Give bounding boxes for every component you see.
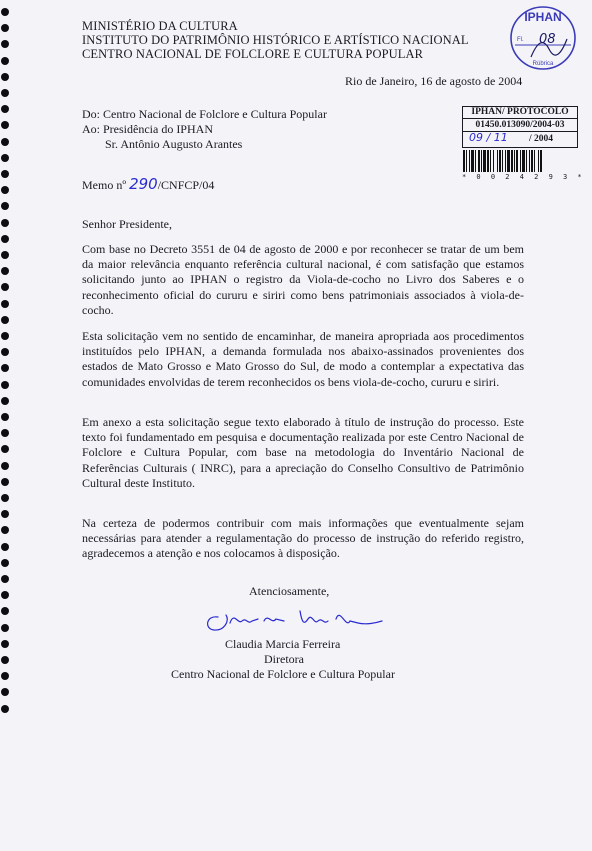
- barcode-number: * 0 0 2 4 2 9 3 *: [462, 173, 585, 181]
- barcode-bar: [471, 150, 474, 172]
- binder-hole: [1, 559, 9, 567]
- binder-hole: [1, 478, 9, 486]
- barcode-bar: [481, 150, 482, 172]
- binder-hole: [1, 672, 9, 680]
- binder-hole: [1, 688, 9, 696]
- protocol-stamp: [462, 106, 578, 148]
- addressing-block: [82, 107, 327, 152]
- body-paragraph-1: Com base no Decreto 3551 de 04 de agosto de 2000 e por reconhecer se tratar de um bem da maior relevância enquanto referência cultural nacional, é com satisfação que estamos solicitando junto ao IPHAN o registro da Viola-de-cocho no Livro dos Saberes e o reconhecimento oficial do cururu e siriri como bens patrimoniais associados à viola-de-cocho.: [82, 242, 524, 317]
- protocol-handwritten-date: 09 / 11: [469, 131, 508, 144]
- letterhead: [82, 19, 469, 61]
- binder-hole: [1, 575, 9, 583]
- binder-hole: [1, 494, 9, 502]
- stamp-fl-label: Fl.: [517, 37, 524, 43]
- binder-hole: [1, 445, 9, 453]
- binder-hole: [1, 300, 9, 308]
- binder-hole: [1, 510, 9, 518]
- binder-hole: [1, 8, 9, 16]
- protocol-number: 01450.013090/2004-03: [463, 119, 577, 132]
- binder-hole: [1, 607, 9, 615]
- barcode-bar: [529, 150, 530, 172]
- barcode-bar: [502, 150, 503, 172]
- binder-hole: [1, 219, 9, 227]
- binder-hole: [1, 316, 9, 324]
- to-line: Ao: Presidência do IPHAN: [82, 122, 213, 136]
- binder-hole: [1, 170, 9, 178]
- binder-hole: [1, 591, 9, 599]
- barcode-bar: [487, 150, 489, 172]
- binder-hole: [1, 462, 9, 470]
- binder-hole: [1, 138, 9, 146]
- binder-hole: [1, 332, 9, 340]
- from-line: Do: Centro Nacional de Folclore e Cultura Popular: [82, 107, 327, 121]
- binder-hole: [1, 283, 9, 291]
- barcode-bar: [475, 150, 476, 172]
- stamp-rubric-label: Rúbrica: [532, 61, 554, 67]
- barcode-bar: [499, 150, 501, 172]
- barcode-bar: [514, 150, 515, 172]
- signatory-organization: Centro Nacional de Folclore e Cultura Popular: [171, 667, 395, 681]
- barcode-bar: [493, 150, 494, 172]
- barcode-bar: [522, 150, 525, 172]
- body-paragraph-3: Em anexo a esta solicitação segue texto elaborado à título de instrução do processo. Este texto foi fundamentado em pesquisa e documentação realizada por este Centro Nacional de Folclore e Cultura Popular, com base na metodologia do Inventário Nacional de Referências Culturais ( INRC), para a apreciação do Conselho Consultivo de Patrimônio Cultural deste Instituto.: [82, 415, 524, 490]
- barcode-bar: [497, 150, 498, 172]
- barcode-bar: [483, 150, 486, 172]
- binder-hole: [1, 348, 9, 356]
- recipient-line: Sr. Antônio Augusto Arantes: [105, 137, 243, 151]
- barcode-bar: [463, 150, 465, 172]
- binder-hole: [1, 154, 9, 162]
- memo-reference: [82, 175, 214, 193]
- body-paragraph-4: Na certeza de podermos contribuir com mais informações que eventualmente sejam necessárias para atender a regulamentação do processo de instrução do referido registro, agradecemos a atenção e nos colocamos à disposição.: [82, 516, 524, 561]
- iphan-folio-stamp: [509, 5, 577, 71]
- binder-hole: [1, 640, 9, 648]
- barcode-bar: [507, 150, 510, 172]
- barcode-bar: [505, 150, 506, 172]
- header-ministry: MINISTÉRIO DA CULTURA: [82, 19, 238, 33]
- barcode-bar: [490, 150, 491, 172]
- protocol-year: / 2004: [529, 134, 554, 144]
- binder-hole: [1, 526, 9, 534]
- binder-hole: [1, 364, 9, 372]
- binder-hole: [1, 251, 9, 259]
- binder-hole: [1, 105, 9, 113]
- memo-suffix: /CNFCP/04: [157, 178, 215, 192]
- barcode-bar: [466, 150, 467, 172]
- binder-hole: [1, 413, 9, 421]
- binder-hole: [1, 429, 9, 437]
- binder-holes: [0, 0, 14, 851]
- stamp-handwritten-number: 08: [539, 32, 556, 47]
- binder-hole: [1, 89, 9, 97]
- protocol-title: IPHAN/ PROTOCOLO: [463, 107, 577, 119]
- binder-hole: [1, 656, 9, 664]
- letter-date: Rio de Janeiro, 16 de agosto de 2004: [345, 74, 523, 88]
- binder-hole: [1, 267, 9, 275]
- binder-hole: [1, 381, 9, 389]
- barcode-bar: [469, 150, 470, 172]
- binder-hole: [1, 705, 9, 713]
- barcode-bar: [534, 150, 535, 172]
- body-paragraph-2: Esta solicitação vem no sentido de encaminhar, de maneira apropriada aos procedimentos instituídos pelo IPHAN, a demanda formulada nos abaixo-assinados provenientes dos estados de Mato Grosso e Mato Grosso do Sul, de modo a contemplar a expectativa das comunidades envolvidas de terem reconhecidos os bens viola-de-cocho, cururu e siriri.: [82, 329, 524, 389]
- barcode-bar: [520, 150, 521, 172]
- barcode-bar: [526, 150, 527, 172]
- binder-hole: [1, 24, 9, 32]
- binder-hole: [1, 73, 9, 81]
- binder-hole: [1, 202, 9, 210]
- binder-hole: [1, 121, 9, 129]
- stamp-title: IPHAN: [524, 10, 562, 24]
- barcode-bar: [540, 150, 542, 172]
- barcode-bar: [516, 150, 518, 172]
- binder-hole: [1, 40, 9, 48]
- signatory-title: Diretora: [264, 652, 304, 666]
- signatory-name: Claudia Marcia Ferreira: [225, 637, 341, 651]
- binder-hole: [1, 624, 9, 632]
- memo-prefix: Memo nº: [82, 178, 130, 192]
- barcode-bar: [538, 150, 539, 172]
- barcode-bar: [478, 150, 480, 172]
- barcode-bar: [531, 150, 533, 172]
- memo-handwritten-number: 290: [129, 175, 158, 193]
- protocol-barcode: [462, 150, 578, 172]
- binder-hole: [1, 235, 9, 243]
- binder-hole: [1, 57, 9, 65]
- header-center: CENTRO NACIONAL DE FOLCLORE E CULTURA POPULAR: [82, 47, 424, 61]
- binder-hole: [1, 186, 9, 194]
- closing: Atenciosamente,: [249, 584, 330, 598]
- header-institute: INSTITUTO DO PATRIMÔNIO HISTÓRICO E ARTÍSTICO NACIONAL: [82, 33, 469, 47]
- salutation: Senhor Presidente,: [82, 217, 172, 231]
- barcode-bar: [511, 150, 513, 172]
- binder-hole: [1, 543, 9, 551]
- binder-hole: [1, 397, 9, 405]
